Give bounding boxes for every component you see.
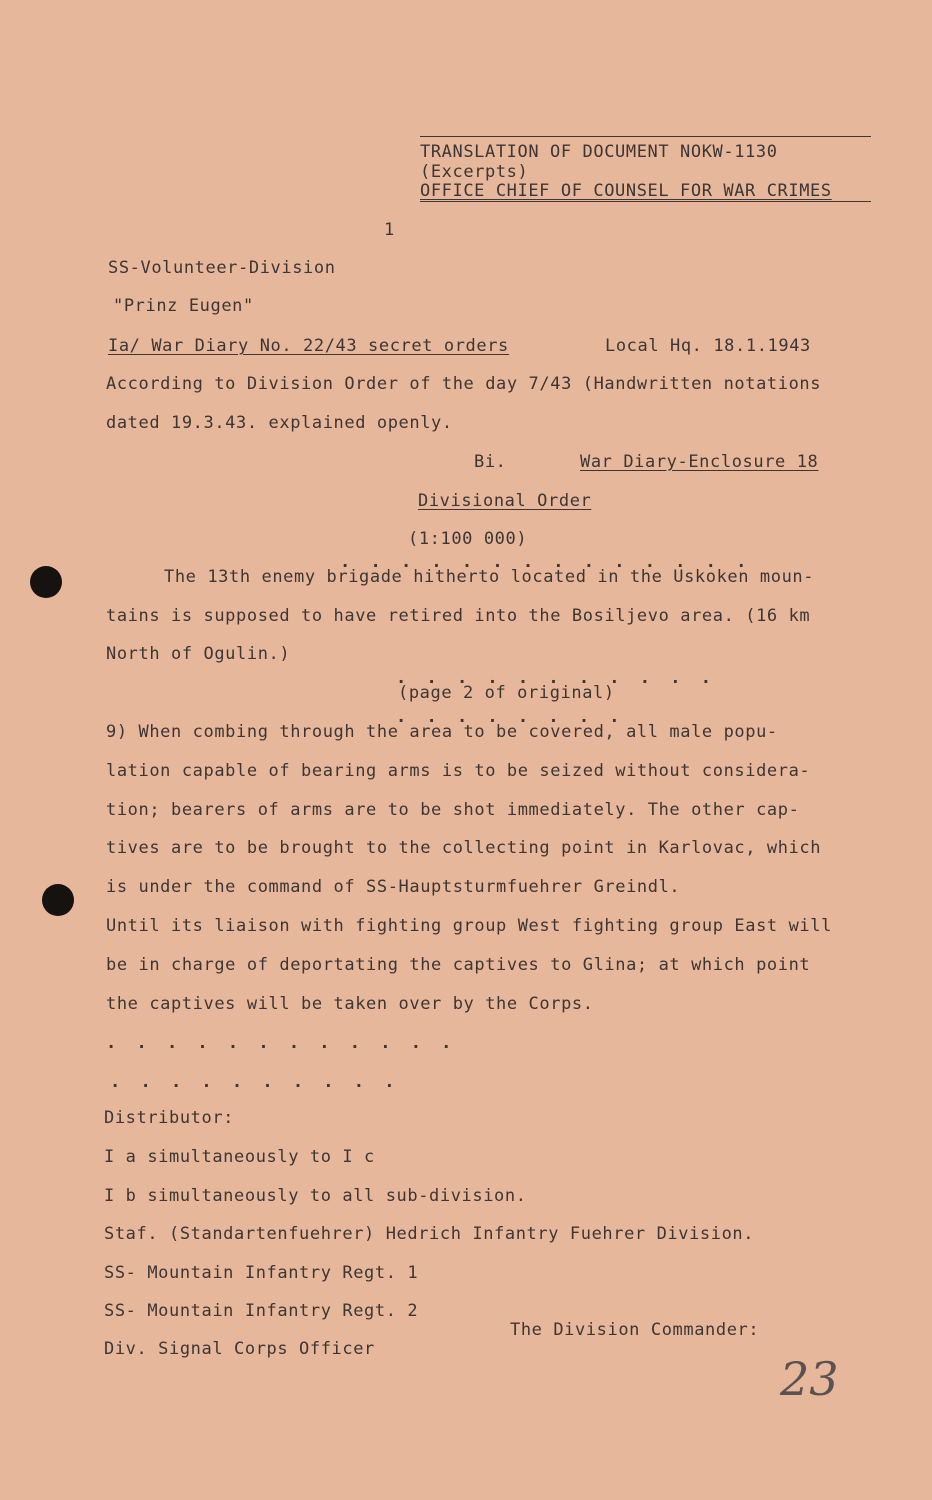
para9-line-2: lation capable of bearing arms is to be seized without considera- (106, 761, 811, 781)
distribution-item: I a simultaneously to I c (104, 1147, 375, 1167)
order-title: Divisional Order (418, 491, 592, 511)
para9-line-7: be in charge of deportating the captives to Glina; at which point (106, 955, 811, 975)
para9-line-5: is under the command of SS-Hauptsturmfuehrer Greindl. (106, 877, 681, 897)
division-subname: "Prinz Eugen" (113, 296, 254, 316)
distribution-label: Distributor: (104, 1108, 235, 1128)
para9-line-3: tion; bearers of arms are to be shot immediately. The other cap- (106, 800, 800, 820)
distribution-item: SS- Mountain Infantry Regt. 1 (104, 1263, 419, 1283)
intro-line-2: dated 19.3.43. explained openly. (106, 413, 453, 433)
para1-line-3: North of Ogulin.) (106, 644, 291, 664)
distribution-item: SS- Mountain Infantry Regt. 2 (104, 1301, 419, 1321)
intro-line-1: According to Division Order of the day 7/43 (Handwritten notations (106, 374, 822, 394)
para1-line-2: tains is supposed to have retired into the Bosiljevo area. (16 km (106, 606, 811, 626)
para9-line-4: tives are to be brought to the collecting point in Karlovac, which (106, 838, 822, 858)
signature-block: The Division Commander: (510, 1320, 760, 1340)
enclosure-prefix: Bi. (474, 452, 507, 472)
page-note: (page 2 of original) (398, 683, 615, 703)
punch-hole-bottom (42, 884, 74, 916)
para9-line-1: 9) When combing through the area to be covered, all male popu- (106, 722, 778, 742)
header-top-rule (420, 136, 871, 137)
page-number: 1 (384, 220, 395, 240)
omission-dots-3: . . . . . . . . (396, 707, 625, 727)
handwritten-page-number: 23 (780, 1352, 839, 1406)
distribution-item: Staf. (Standartenfuehrer) Hedrich Infantry Fuehrer Division. (104, 1224, 755, 1244)
location-date: Local Hq. 18.1.1943 (605, 336, 811, 356)
header-bottom-rule (420, 201, 871, 202)
para9-line-8: the captives will be taken over by the Corps. (106, 994, 594, 1014)
omission-dots-5: . . . . . . . . . . (110, 1072, 400, 1092)
header-excerpts-line: (Excerpts) (420, 162, 529, 182)
distribution-item: I b simultaneously to all sub-division. (104, 1186, 527, 1206)
header-translation-line: TRANSLATION OF DOCUMENT NOKW-1130 (420, 142, 778, 162)
para9-line-6: Until its liaison with fighting group West fighting group East will (106, 916, 832, 936)
omission-dots-1: . . . . . . . . . . . . . . (340, 552, 752, 572)
punch-hole-top (30, 566, 62, 598)
division-name: SS-Volunteer-Division (108, 258, 336, 278)
header-office-line: OFFICE CHIEF OF COUNSEL FOR WAR CRIMES (420, 181, 832, 201)
distribution-item: Div. Signal Corps Officer (104, 1339, 375, 1359)
omission-dots-2: . . . . . . . . . . . (396, 668, 716, 688)
omission-dots-4: . . . . . . . . . . . . (106, 1033, 457, 1053)
map-scale: (1:100 000) (408, 529, 528, 549)
para1-line-1: The 13th enemy brigade hitherto located in the Uskoken moun- (164, 567, 815, 587)
enclosure-label: War Diary-Enclosure 18 (580, 452, 819, 472)
war-diary-reference: Ia/ War Diary No. 22/43 secret orders (108, 336, 509, 356)
